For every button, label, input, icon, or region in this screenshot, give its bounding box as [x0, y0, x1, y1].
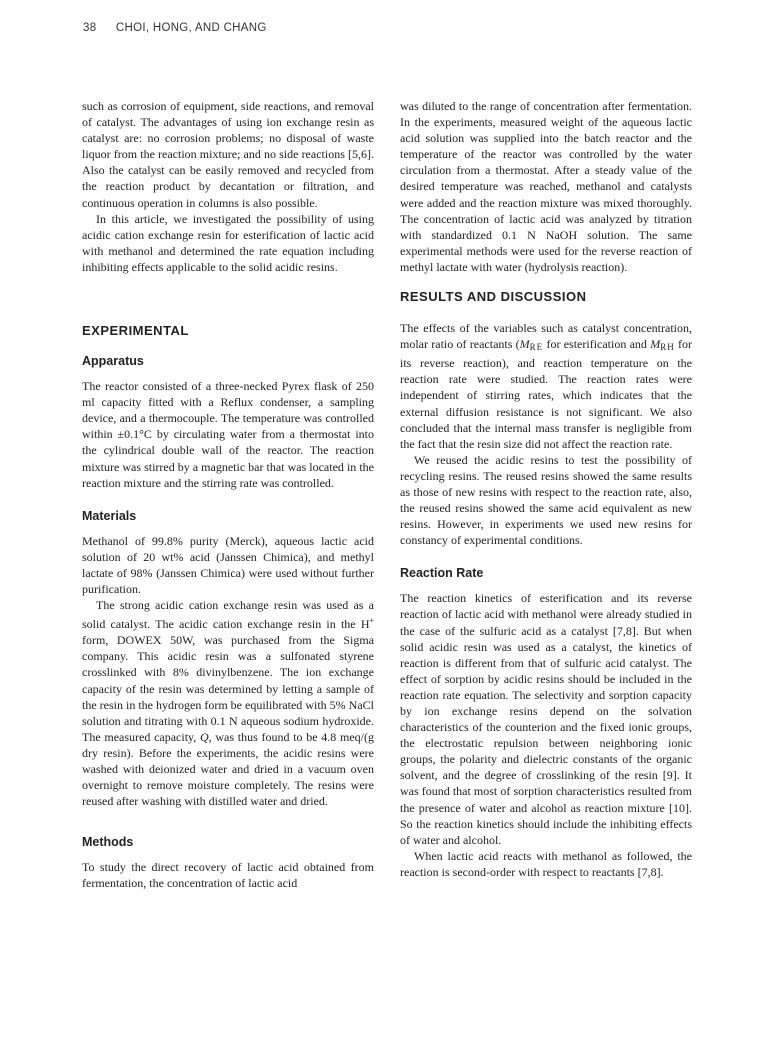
- intro-paragraph-aim: In this article, we investigated the possibility of using acidic cation exchange resin for esterification of lactic acid with methanol and determined the rate equation including inhibiting effects applicable to the solid acidic resins.: [82, 211, 374, 274]
- materials-paragraph-chemicals: Methanol of 99.8% purity (Merck), aqueous lactic acid solution of 20 wt% acid (Janssen Chimica), and methyl lactate of 98% (Janssen Chimica) were used without further purification.: [82, 533, 374, 596]
- results-paragraph-reuse: We reused the acidic resins to test the possibility of recycling resins. The reused resins showed the same results as those of new resins with respect to the reaction rate, also, the reused resins showed the same acid equivalent as new resins. However, in experiments we used new resins for constancy of experimental conditions.: [400, 452, 692, 548]
- superscript-plus: +: [369, 616, 374, 626]
- capacity-symbol: Q: [199, 729, 209, 744]
- molar-ratio-symbol: M: [519, 337, 530, 352]
- reaction-rate-paragraph-order: When lactic acid reacts with methanol as followed, the reaction is second-order with respect to reactants [7,8].: [400, 848, 692, 879]
- section-heading-experimental: EXPERIMENTAL: [82, 323, 189, 339]
- temperature-tolerance: ±0.1°C: [117, 427, 152, 442]
- running-head: [83, 22, 267, 34]
- intro-paragraph-continued: such as corrosion of equipment, side reactions, and removal of catalyst. The advantages of using ion exchange resin as catalyst are: no corrosion problems; no disposal of waste liquor from the reaction mixture; and no side reactions [5,6]. Also the catalyst can be easily removed and recycled from the reaction product by decantation or filtration, and continuous operation in columns is also possible.: [82, 99, 374, 210]
- section-heading-results: RESULTS AND DISCUSSION: [400, 289, 587, 305]
- methods-paragraph: To study the direct recovery of lactic acid obtained from fermentation, the concentration of lactic acid: [82, 860, 374, 891]
- subsection-heading-apparatus: Apparatus: [82, 354, 144, 369]
- subsection-heading-reaction-rate: Reaction Rate: [400, 566, 484, 581]
- right-column: [400, 98, 692, 880]
- methods-paragraph-continued: was diluted to the range of concentration after fermentation. In the experiments, measured weight of the aqueous lactic acid solution was supplied into the batch reactor and the temperature of the reactor was controlled by the water circulation from a thermostat. After a steady value of the desired temperature was reached, methanol and catalysts were added and the reaction mixture was mixed thoroughly. The concentration of lactic acid was analyzed by titration with standardized 0.1 N NaOH solution. The same experimental methods were used for the reverse reaction of methyl lactate with water (hydrolysis reaction).: [400, 99, 692, 274]
- subsection-heading-methods: Methods: [82, 835, 134, 850]
- left-column: [82, 98, 374, 891]
- page-number: 38: [83, 22, 97, 34]
- apparatus-paragraph: The reactor consisted of a three-necked Pyrex flask of 250 ml capacity fitted with a Reflux condenser, a sampling device, and a thermocouple. The temperature was controlled within ±0.1°C by circulating water from a thermostat into the cylindrical double wall of the reactor. The reaction mixture was stirred by a magnetic bar that was located in the reaction mixture and the stirring rate was controlled.: [82, 379, 374, 490]
- results-paragraph-variables: The effects of the variables such as catalyst concentration, molar ratio of reactants ($M_{RE}$ for esterification and $M_{RH}$ for its reverse reaction), and reaction temperature on the reaction rate were studied. The reaction rates were independent of stirring rates, which indicates that the external diffusion resistance is not significant. We also concluded that the internal mass transfer is negligible from the fact that the resin size did not affect the reaction rate.: [400, 321, 692, 451]
- reaction-rate-paragraph-kinetics: The reaction kinetics of esterification and its reverse reaction of lactic acid with methanol were already studied in the case of the sulfuric acid as a catalyst [7,8]. But when solid acidic resin was used as a catalyst, the kinetics of reaction is different from that of sulfuric acid catalyst. The effect of sorption by acidic resins should be included in the reaction rate equation. The selectivity and sorption capacity by ion exchange resins depend on the solvation characteristics of the counterion and the fixed ionic groups, the electrostatic repulsion between neighboring ionic groups, the polarity and dielectric constants of the organic solvent, and the degree of crosslinking of the resin [9]. It was found that most of sorption characteristics resulted from the presence of water and alcohol as reaction mixture [10]. So the reaction kinetics should include the inhibiting effects of water and alcohol.: [400, 591, 692, 847]
- subsection-heading-materials: Materials: [82, 508, 137, 523]
- running-head-authors: CHOI, HONG, AND CHANG: [115, 22, 267, 34]
- molar-ratio-symbol-reverse: M: [650, 337, 661, 352]
- materials-paragraph-resin: The strong acidic cation exchange resin was used as a solid catalyst. The acidic cation exchange resin in the H+ form, DOWEX 50W, was purchased from the Sigma company. This acidic resin was a sulfonated styrene crosslinked with 8% divinylbenzene. The ion exchange capacity of the resin was determined by letting a sample of the resin in the hydrogen form be equilibrated with 5% NaCl solution and titrating with 0.1 N aqueous sodium hydroxide. The measured capacity, Q, was thus found to be 4.8 meq/(g dry resin). Before the experiments, the acidic resins were washed with deionized water and dried in a vacuum oven overnight to remove moisture completely. The resins were reused after washing with distilled water and dried.: [82, 598, 374, 809]
